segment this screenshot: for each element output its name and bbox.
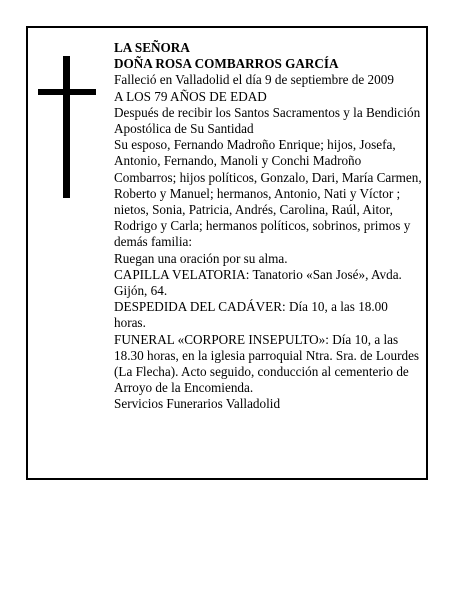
- cross-horizontal-bar: [38, 89, 96, 95]
- sacraments-statement: Después de recibir los Santos Sacramentos y la Bendición Apostólica de Su Santidad: [114, 104, 421, 137]
- family-list: Su esposo, Fernando Madroño Enrique; hijos, Josefa, Antonio, Fernando, Manoli y Conchi Madroño Combarros; hijos políticos, Gonzalo, Dari, María Carmen, Roberto y Manuel; hermanos, Antonio, Nati y Víctor ; nietos, Sonia, Patricia, Andrés, Carolina, Raúl, Aitor, Rodrigo y Carla; hermanos políticos, sobrinos, primos y demás familia:: [114, 137, 422, 250]
- obituary-notice: [26, 26, 428, 480]
- notice-title: LA SEÑORA: [114, 40, 190, 55]
- prayer-request: Ruegan una oración por su alma.: [114, 250, 288, 266]
- chapel-info: CAPILLA VELATORIA: Tanatorio «San José», Avda. Gijón, 64.: [114, 266, 402, 299]
- deceased-name: DOÑA ROSA COMBARROS GARCÍA: [114, 56, 339, 72]
- death-statement: Falleció en Valladolid el día 9 de septiembre de 2009: [114, 72, 394, 88]
- funeral-info: FUNERAL «CORPORE INSEPULTO»: Día 10, a las 18.30 horas, en la iglesia parroquial Ntra. Sra. de Lourdes (La Flecha). Acto seguido, conducción al cementerio de Arroyo de la Encomienda.: [114, 331, 420, 396]
- farewell-info: DESPEDIDA DEL CADÁVER: Día 10, a las 18.00 horas.: [114, 299, 388, 331]
- notice-text: [114, 40, 422, 413]
- funeral-services: Servicios Funerarios Valladolid: [114, 396, 281, 412]
- cross-vertical-bar: [63, 56, 70, 198]
- age-statement: A LOS 79 AÑOS DE EDAD: [114, 88, 267, 104]
- cross-icon: [38, 56, 96, 198]
